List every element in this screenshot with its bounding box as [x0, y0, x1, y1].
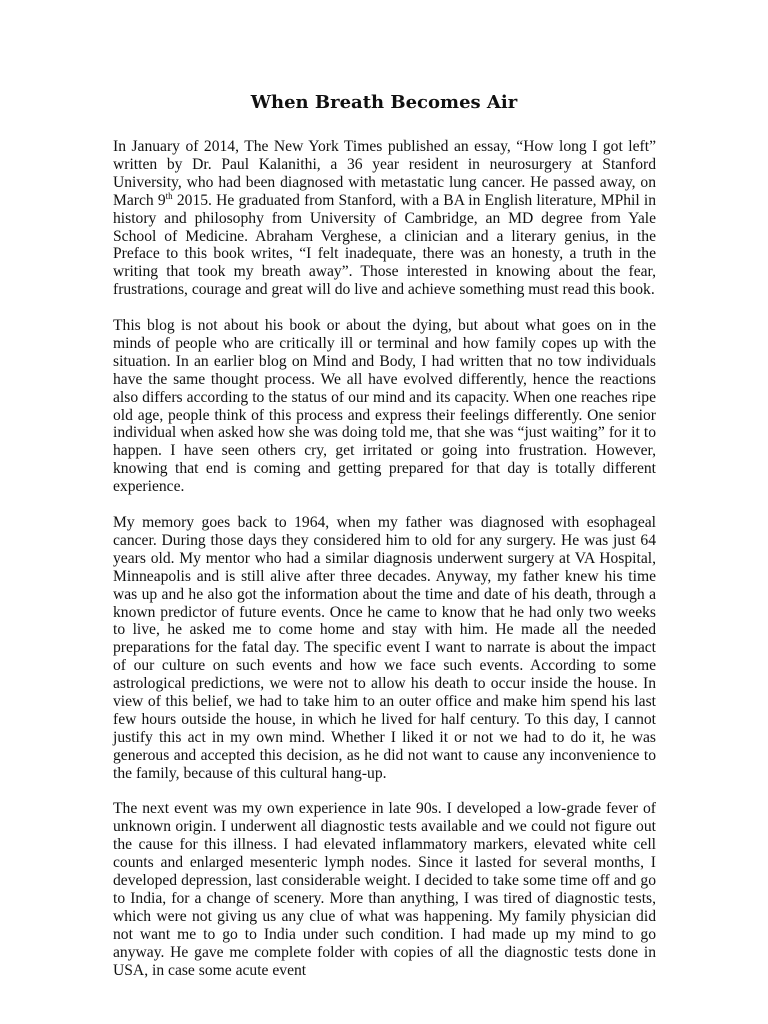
- paragraph-1: [113, 138, 656, 299]
- ordinal-superscript: th: [165, 190, 173, 201]
- paragraph-1-text-end: 2015. He graduated from Stanford, with a BA in English literature, MPhil in history and philosophy from University of Cambridge, an MD degree from Yale School of Medicine. Abraham Verghese, a clinician and a literary genius, in the Preface to this book writes, “I felt inadequate, there was an honesty, a truth in the writing that took my breath away”. Those interested in knowing about the fear, frustrations, courage and great will do live and achieve something must read this book.: [113, 191, 656, 299]
- document-body: [113, 138, 656, 997]
- paragraph-3: My memory goes back to 1964, when my father was diagnosed with esophageal cancer. During those days they considered him to old for any surgery. He was just 64 years old. My mentor who had a similar diagnosis underwent surgery at VA Hospital, Minneapolis and is still alive after three decades. Anyway, my father knew his time was up and he also got the information about the time and date of his death, through a known predictor of future events. Once he came to know that he had only two weeks to live, he asked me to come home and stay with him. He made all the needed preparations for the fatal day. The specific event I want to narrate is about the impact of our culture on such events and how we face such events. According to some astrological predictions, we were not to allow his death to occur inside the house. In view of this belief, we had to take him to an outer office and make him spend his last few hours outside the house, in which he lived for half century. To this day, I cannot justify this act in my own mind. Whether I liked it or not we had to do it, he was generous and accepted this decision, as he did not want to cause any inconvenience to the family, because of this cultural hang-up.: [113, 514, 656, 782]
- document-title: When Breath Becomes Air: [250, 92, 518, 113]
- paragraph-2: This blog is not about his book or about the dying, but about what goes on in the minds of people who are critically ill or terminal and how family copes up with the situation. In an earlier blog on Mind and Body, I had written that no tow individuals have the same thought process. We all have evolved differently, hence the reactions also differs according to the status of our mind and its capacity. When one reaches ripe old age, people think of this process and express their feelings differently. One senior individual when asked how she was doing told me, that she was “just waiting” for it to happen. I have seen others cry, get irritated or going into frustration. However, knowing that end is coming and getting prepared for that day is totally different experience.: [113, 317, 656, 496]
- paragraph-4: The next event was my own experience in late 90s. I developed a low-grade fever of unknown origin. I underwent all diagnostic tests available and we could not figure out the cause for this illness. I had elevated inflammatory markers, elevated white cell counts and enlarged mesenteric lymph nodes. Since it lasted for several months, I developed depression, last considerable weight. I decided to take some time off and go to India, for a change of scenery. More than anything, I was tired of diagnostic tests, which were not giving us any clue of what was happening. My family physician did not want me to go to India under such condition. I had made up my mind to go anyway. He gave me complete folder with copies of all the diagnostic tests done in USA, in case some acute event: [113, 800, 656, 979]
- paragraph-1-text-start: In January of 2014, The New York Times published an essay, “How long I got left” written by Dr. Paul Kalanithi, a 36 year resident in neurosurgery at Stanford University, who had been diagnosed with metastatic lung cancer. He passed away, on March 9: [113, 138, 656, 209]
